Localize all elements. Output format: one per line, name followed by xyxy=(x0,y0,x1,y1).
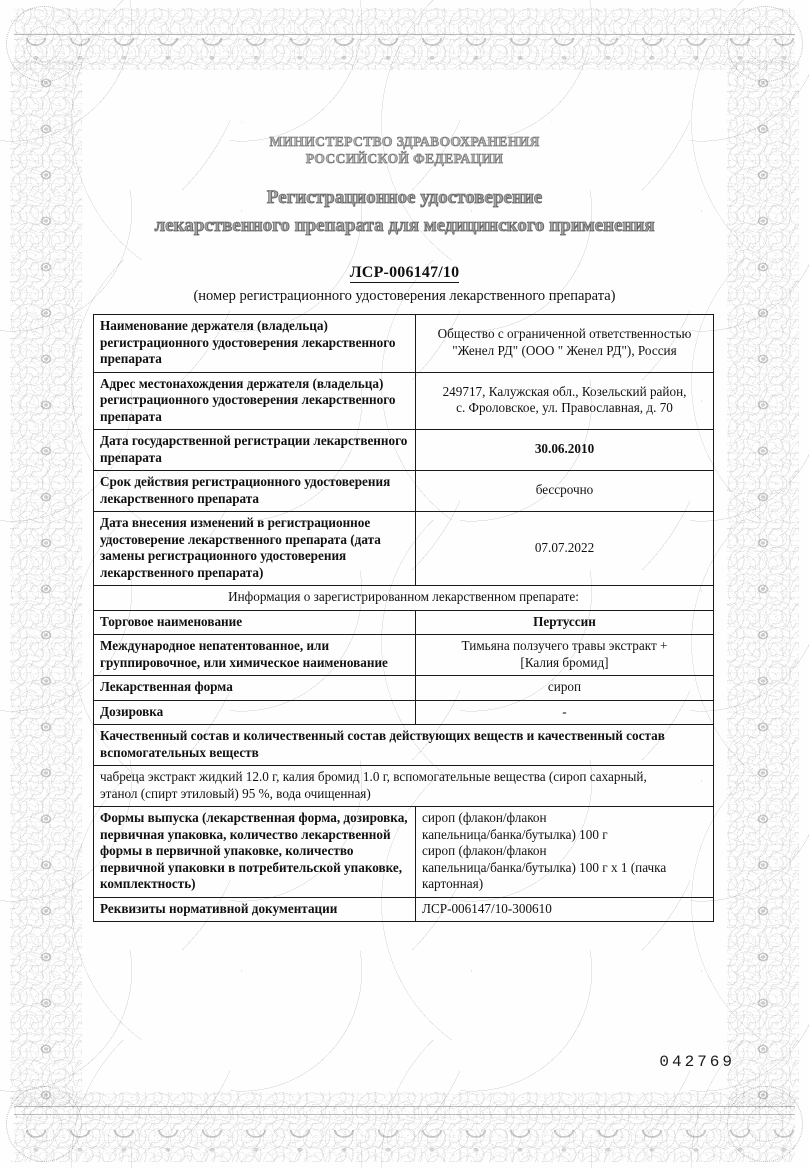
row-value-trade-name: Пертуссин xyxy=(416,610,714,635)
border-arc-ornament-bottom xyxy=(14,1092,795,1162)
row-value-packaging-forms xyxy=(416,807,714,898)
table-row xyxy=(94,430,714,471)
table-row xyxy=(94,766,714,807)
row-label-holder-name: Наименование держателя (владельца) регистрационного удостоверения лекарственного препарата xyxy=(94,315,416,373)
holder-name-line-1: Общество с ограниченной ответственностью xyxy=(437,326,692,342)
serial-number: 042769 xyxy=(659,1053,735,1071)
corner-medallion-bottom-right xyxy=(727,1086,803,1162)
table-row xyxy=(94,807,714,898)
row-label-trade-name: Торговое наименование xyxy=(94,610,416,635)
composition-body-line-1: чабреца экстракт жидкий 12.0 г, калия бромид 1.0 г, вспомогательные вещества (сироп сахарный, xyxy=(100,769,647,784)
ministry-heading xyxy=(0,133,809,167)
table-row xyxy=(94,635,714,676)
table-row xyxy=(94,725,714,766)
document-title xyxy=(0,184,809,240)
border-arc-ornament-top xyxy=(14,8,795,70)
packaging-line-3: сироп (флакон/флакон xyxy=(422,843,547,858)
table-row xyxy=(94,372,714,430)
table-section-header-row xyxy=(94,586,714,611)
row-label-documentation: Реквизиты нормативной документации xyxy=(94,897,416,922)
row-value-dosage-form: сироп xyxy=(416,676,714,701)
row-label-dosage-form: Лекарственная форма xyxy=(94,676,416,701)
packaging-line-4: капельница/банка/бутылка) 100 г x 1 (пачка xyxy=(422,859,667,875)
ministry-heading-line-2: РОССИЙСКОЙ ФЕДЕРАЦИИ xyxy=(305,151,504,166)
row-value-validity-term: бессрочно xyxy=(416,471,714,512)
corner-medallion-top-right xyxy=(727,6,803,82)
certificate-table xyxy=(93,314,714,922)
corner-medallion-top-left xyxy=(6,6,82,82)
composition-body-line-2: этанол (спирт этиловый) 95 %, вода очищенная) xyxy=(100,785,371,801)
composition-body xyxy=(94,766,714,807)
row-label-dosage: Дозировка xyxy=(94,700,416,725)
table-row xyxy=(94,471,714,512)
registration-number xyxy=(0,264,809,282)
holder-address-line-2: с. Фроловское, ул. Православная, д. 70 xyxy=(456,400,673,416)
border-hairline-bottom-b xyxy=(14,1114,795,1115)
corner-medallion-bottom-left xyxy=(6,1086,82,1162)
document-title-line-2: лекарственного препарата для медицинского применения xyxy=(154,215,655,236)
table-row xyxy=(94,315,714,373)
holder-name-line-2: "Женел РД" (ООО " Женел РД"), Россия xyxy=(452,342,677,358)
border-speckle-texture-bottom xyxy=(14,1092,795,1162)
table-row xyxy=(94,676,714,701)
table-row xyxy=(94,897,714,922)
border-band-bottom xyxy=(14,1092,795,1162)
row-label-inn: Международное непатентованное, или группировочное, или химическое наименование xyxy=(94,635,416,676)
row-value-amendment-date: 07.07.2022 xyxy=(416,512,714,586)
border-hairline-bottom-a xyxy=(14,1106,795,1107)
row-value-registration-date: 30.06.2010 xyxy=(416,430,714,471)
holder-address-line-1: 249717, Калужская обл., Козельский район, xyxy=(442,383,687,399)
packaging-line-1: сироп (флакон/флакон xyxy=(422,810,547,825)
row-value-inn xyxy=(416,635,714,676)
packaging-line-5: картонная) xyxy=(422,876,484,891)
document-title-line-1: Регистрационное удостоверение xyxy=(266,187,543,208)
table-row xyxy=(94,610,714,635)
row-label-amendment-date: Дата внесения изменений в регистрационное удостоверение лекарственного препарата (дата замены регистрационного удостоверения лекарственного препарата) xyxy=(94,512,416,586)
row-value-dosage: - xyxy=(416,700,714,725)
registration-number-value: ЛСР-006147/10 xyxy=(349,264,460,281)
row-value-holder-name xyxy=(416,315,714,373)
border-hairline-top xyxy=(14,34,795,35)
row-label-packaging-forms: Формы выпуска (лекарственная форма, дозировка, первичная упаковка, количество лекарственной формы в первичной упаковке, количество первичной упаковки в потребительской упаковке, комплектность) xyxy=(94,807,416,898)
packaging-line-2: капельница/банка/бутылка) 100 г xyxy=(422,826,608,842)
composition-header: Качественный состав и количественный состав действующих веществ и качественный состав вспомогательных веществ xyxy=(94,725,714,766)
table-row xyxy=(94,700,714,725)
row-label-registration-date: Дата государственной регистрации лекарственного препарата xyxy=(94,430,416,471)
ministry-heading-line-1: МИНИСТЕРСТВО ЗДРАВООХРАНЕНИЯ xyxy=(269,134,540,149)
row-label-validity-term: Срок действия регистрационного удостоверения лекарственного препарата xyxy=(94,471,416,512)
border-speckle-texture-top xyxy=(14,8,795,70)
row-value-holder-address xyxy=(416,372,714,430)
row-value-documentation: ЛСР-006147/10-300610 xyxy=(416,897,714,922)
inn-line-2: [Калия бромид] xyxy=(520,654,609,670)
table-row xyxy=(94,512,714,586)
inn-line-1: Тимьяна ползучего травы экстракт + xyxy=(461,638,668,653)
border-band-top xyxy=(14,8,795,70)
section-header-product-info: Информация о зарегистрированном лекарственном препарате: xyxy=(94,586,714,611)
row-label-holder-address: Адрес местонахождения держателя (владельца) регистрационного удостоверения лекарственного препарата xyxy=(94,372,416,430)
registration-number-caption: (номер регистрационного удостоверения лекарственного препарата) xyxy=(193,288,616,304)
